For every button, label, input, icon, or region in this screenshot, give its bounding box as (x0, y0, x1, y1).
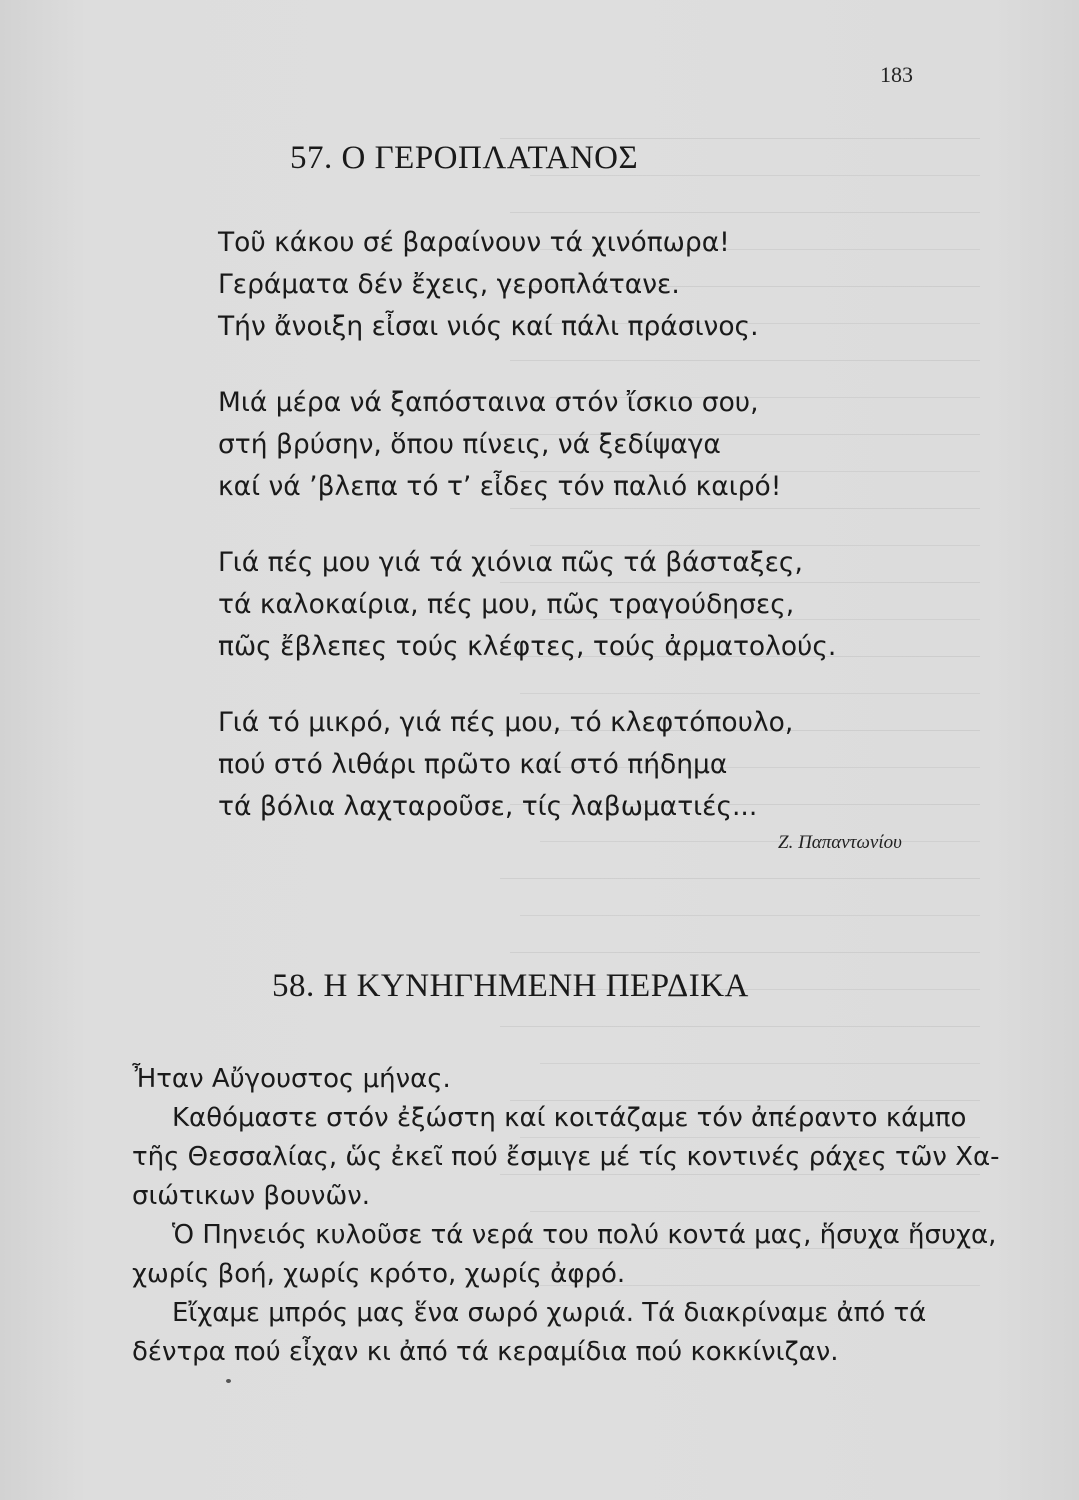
poem-line: τά βόλια λαχταροῦσε, τίς λαβωματιές... (218, 791, 758, 822)
stanza-3 (218, 542, 836, 668)
poem-line: καί νά ’βλεπα τό τ’ εἶδες τόν παλιό καιρό! (218, 471, 782, 502)
poem-line: Γεράματα δέν ἔχεις, γεροπλάτανε. (218, 269, 680, 300)
poem-line: Τοῦ κάκου σέ βαραίνουν τά χινόπωρα! (218, 227, 730, 258)
prose-line: σιώτικων βουνῶν. (132, 1181, 371, 1211)
prose-line: δέντρα πού εἶχαν κι ἀπό τά κεραμίδια πού κοκκίνιζαν. (132, 1337, 839, 1367)
prose-body (132, 1060, 1000, 1372)
prose-line: χωρίς βοή, χωρίς κρότο, χωρίς ἀφρό. (132, 1259, 626, 1289)
poem-line: Μιά μέρα νά ξαπόσταινα στόν ἴσκιο σου, (218, 387, 759, 418)
page-number: 183 (880, 62, 913, 87)
stanza-1 (218, 222, 836, 348)
poem-body (218, 222, 836, 862)
section-57-title: 57. Ο ΓΕΡΟΠΛΑΤΑΝΟΣ (290, 140, 639, 176)
stanza-2 (218, 382, 836, 508)
section-58-title: 58. Η ΚΥΝΗΓΗΜΕΝΗ ΠΕΡΔΙΚΑ (272, 968, 749, 1004)
prose-line: Καθόμαστε στόν ἐξώστη καί κοιτάζαμε τόν ἀπέραντο κάμπο (172, 1103, 967, 1133)
poem-line: στή βρύσην, ὅπου πίνεις, νά ξεδίψαγα (218, 429, 721, 460)
poem-line: Τήν ἄνοιξη εἶσαι νιός καί πάλι πράσινος. (218, 311, 759, 342)
prose-line: Ἦταν Αὔγουστος μήνας. (132, 1064, 451, 1094)
prose-line: τῆς Θεσσαλίας, ὥς ἐκεῖ πού ἔσμιγε μέ τίς κοντινές ράχες τῶν Χα- (132, 1142, 1000, 1172)
stanza-4 (218, 702, 836, 828)
prose-line: Εἴχαμε μπρός μας ἕνα σωρό χωριά. Τά διακρίναμε ἀπό τά (172, 1298, 927, 1328)
poem-line: Γιά τό μικρό, γιά πές μου, τό κλεφτόπουλο, (218, 707, 794, 738)
poem-author: Ζ. Παπαντωνίου (778, 832, 902, 853)
poem-line: πού στό λιθάρι πρῶτο καί στό πήδημα (218, 749, 728, 780)
ink-speck (226, 1379, 231, 1383)
poem-line: πῶς ἔβλεπες τούς κλέφτες, τούς ἀρματολούς. (218, 631, 837, 662)
poem-line: Γιά πές μου γιά τά χιόνια πῶς τά βάσταξες, (218, 547, 803, 578)
poem-line: τά καλοκαίρια, πές μου, πῶς τραγούδησες, (218, 589, 795, 620)
prose-line: Ὁ Πηνειός κυλοῦσε τά νερά του πολύ κοντά μας, ἥσυχα ἥσυχα, (172, 1220, 997, 1250)
